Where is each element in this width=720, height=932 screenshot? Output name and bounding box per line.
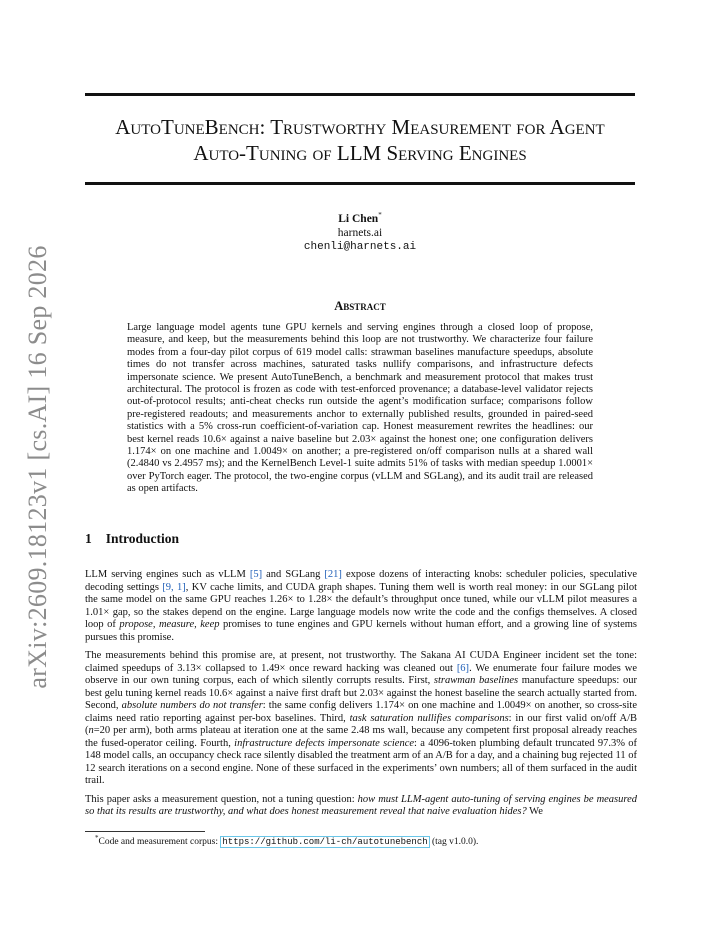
section-title: Introduction: [105, 531, 180, 546]
arxiv-identifier: arXiv:2609.18123v1 [cs.AI] 16 Sep 2026: [23, 245, 52, 689]
citation-link[interactable]: [6]: [456, 662, 470, 674]
introduction-body: [85, 569, 637, 825]
author-footnote-marker: *: [378, 211, 382, 220]
title-block: [85, 93, 635, 185]
author-affiliation: harnets.ai: [337, 227, 383, 239]
intro-paragraph-1: LLM serving engines such as vLLM [5] and SGLang [21] expose dozens of interacting knobs: scheduler policies, speculative decoding settings [9, 1], KV cache limits, and CUDA graph shapes. Tuning them well is worth real money: in our SGLang pilot the same model on the same GPU reaches 1.26× to 1.28× the default’s throughput once tuned, while our vLLM pilot measures a 1.01× gap, so the stakes depend on the engine. Large language models now write the code and the configs themselves. A closed loop of propose, measure, keep promises to tune engines and GPU kernels without human effort, and a growing line of systems pursues this promise.: [85, 569, 637, 643]
emphasis: propose, measure, keep: [119, 619, 220, 630]
emphasis: task saturation nullifies comparisons: [349, 712, 509, 724]
emphasis: n: [88, 725, 94, 736]
citation-link[interactable]: [5]: [249, 569, 263, 580]
title-line-2: Auto-Tuning of LLM Serving Engines: [193, 141, 527, 165]
footnote-marker: *: [95, 833, 99, 842]
title-rule-bottom: [85, 182, 635, 185]
section-heading: [85, 531, 179, 547]
paper-title: [85, 96, 635, 182]
emphasis: infrastructure defects impersonate science: [234, 737, 415, 749]
emphasis: strawman baselines: [433, 675, 519, 686]
abstract-heading: Abstract: [334, 299, 386, 313]
footnote-suffix: (tag v1.0.0).: [429, 837, 479, 847]
intro-paragraph-3: This paper asks a measurement question, not a tuning question: how must LLM-agent auto-tuning of serving engines be measured so that its results are trustworthy, and what does honest measurement reveal that naive evaluation hides? We: [85, 793, 637, 817]
arxiv-sidebar: [0, 0, 60, 932]
intro-paragraph-2: The measurements behind this promise are, at present, not trustworthy. The Sakana AI CUDA Engineer incident set the tone: claimed speedups of 3.13× collapsed to 1.49× once reward hacking was cleaned out [6]. We enumerate four failure modes we observe in our own tuning corpus, each of which silently corrupts results. First, strawman baselines manufacture speedups: our best gelu tuning kernel reads 10.6× against a naive first draft but 2.03× against the honest baseline the search actually started from. Second, absolute numbers do not transfer: the same config delivers 1.174× on one machine and 1.0049× on another, so cross-site claims need ratio reporting against per-box baselines. Third, task saturation nullifies comparisons: in our first valid on/off A/B (n=20 per arm), both arms plateau at iteration one at the same 2.48 ms wall, because any competent first proposal already reaches the fused-operator ceiling. Fourth, infrastructure defects impersonate science: a 4096-token plumbing default truncated 97.3% of 148 model calls, an occupancy check race silently disabled the treatment arm of an A/B for a day, and a chaining bug rejected 11 of 12 search iterations on a second engine. None of these surfaced in the experiments’ own numbers; all of them surfaced in the audit trail.: [85, 650, 638, 786]
footnote-prefix: Code and measurement corpus:: [98, 837, 221, 847]
author-name: Li Chen: [338, 213, 379, 225]
footnote-rule: [85, 831, 205, 832]
abstract-text: Large language model agents tune GPU kernels and serving engines through a closed loop of propose, measure, and keep, but the measurements behind this loop are not trustworthy. We characterize four failure modes from a four-day pilot corpus of 619 model calls: strawman baselines manufacture speedups, absolute times do not transfer across machines, saturated tasks nullify comparisons, and infrastructure defects impersonate science. We present AutoTuneBench, a benchmark and measurement protocol that makes trust architectural. The protocol is frozen as code with test-enforced provenance; a database-level validator rejects out-of-protocol results; anti-cheat checks run outside the agent’s modification surface; comparisons follow pre-registered readouts; and measurements anchor to externally published results, grounded in paired-seed statistics with a 5% cross-run coefficient-of-variation cap. Honest measurement rewrites the headlines: our best kernel reads 10.6× against a naive baseline but 2.03× against the honest one; one configuration delivers 1.174× on one machine and 1.0049× on another; a pre-registered on/off comparison nulls at a shared wall (2.4840 vs 2.4957 ms); and the KernelBench Level-1 suite admits 51% of tasks with median speedup 1.0001× over PyTorch eager. The protocol, the two-engine corpus (vLLM and SGLang), and its audit trail are released as open artifacts.: [127, 322, 593, 495]
footnote-url-link[interactable]: https://github.com/li-ch/autotunebench: [222, 837, 428, 847]
citation-link[interactable]: [9,: [162, 581, 174, 593]
emphasis: how must LLM-agent auto-tuning of serving engines be measured so that its results are trustworthy, and what does honest measurement reveal that naive evaluation hides?: [85, 793, 637, 817]
abstract: [127, 299, 593, 496]
section-number: 1: [85, 531, 92, 546]
citation-link[interactable]: [21]: [324, 569, 342, 580]
author-email: chenli@harnets.ai: [303, 241, 417, 253]
footnote: [95, 833, 479, 848]
citation-link[interactable]: 1]: [177, 581, 186, 593]
author-block: [85, 212, 635, 254]
title-line-1: AutoTuneBench: Trustworthy Measurement for Agent: [115, 115, 605, 139]
emphasis: absolute numbers do not transfer: [121, 700, 263, 711]
